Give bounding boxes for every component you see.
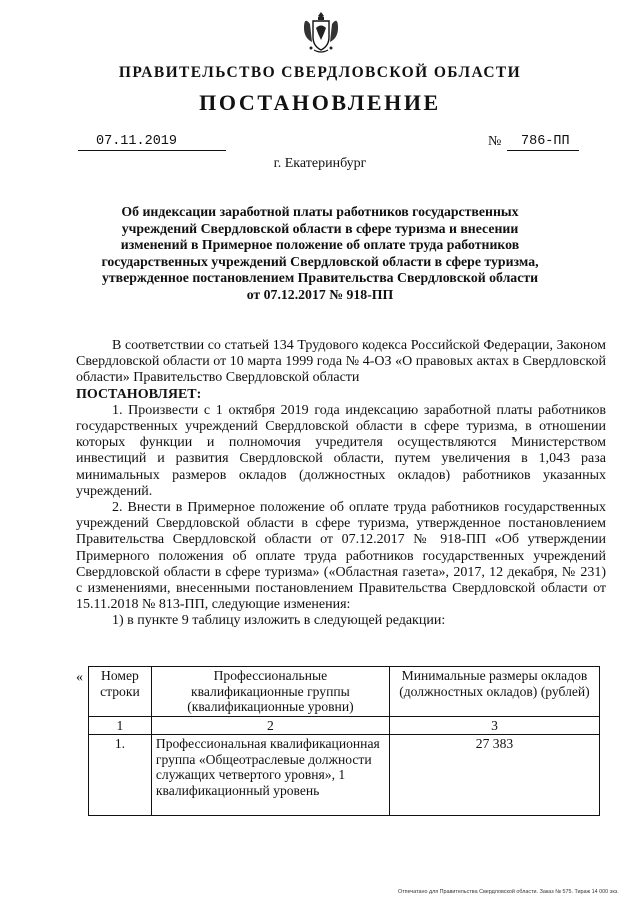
column-number: 1 [89, 716, 152, 735]
document-type: ПОСТАНОВЛЕНИЕ [199, 90, 441, 115]
table-header-row [89, 667, 600, 717]
document-date: 07.11.2019 [78, 134, 226, 151]
coat-of-arms-icon [302, 8, 340, 56]
salary-table [88, 666, 600, 816]
document-body [76, 338, 606, 630]
table-row [89, 735, 600, 816]
header-qualification-groups: Профессиональные квалификационные группы (квалификационные уровни) [151, 667, 389, 717]
header-min-salary: Минимальные размеры окладов (должностных окладов) (рублей) [389, 667, 599, 717]
document-title: Об индексации заработной платы работников государственных учреждений Свердловской области в сфере туризма и внесении изменений в Примерное положение об оплате труда работников государственных учреждений Свердловской области в сфере туризма, утвержденное постановлением Правительства Свердловской области от 07.12.2017 № 918-ПП [101, 204, 539, 302]
number-sign: № [488, 134, 502, 149]
government-title: ПРАВИТЕЛЬСТВО СВЕРДЛОВСКОЙ ОБЛАСТИ [118, 64, 522, 81]
header-row-number: Номер строки [89, 667, 152, 717]
print-footer: Отпечатано для Правительства Свердловской области. Заказ № 575. Тираж 14 000 экз. [398, 889, 619, 895]
column-number: 2 [151, 716, 389, 735]
document-number: 786-ПП [507, 134, 579, 151]
city: г. Екатеринбург [273, 156, 367, 171]
opening-quote: « [76, 670, 83, 685]
item-2: 2. Внести в Примерное положение об оплате труда работников государственных учреждений Свердловской области в сфере туризма, утвержденное постановлением Правительства Свердловской области от 07.12.2017 № 918-ПП «Об утверждении Примерного положения об оплате труда работников государственных учреждений Свердловской области в сфере туризма» («Областная газета», 2017, 12 декабря, № 231) с изменениями, внесенными постановлением Правительства Свердловской области от 15.11.2018 № 813-ПП, следующие изменения: [76, 500, 606, 613]
item-2-1: 1) в пункте 9 таблицу изложить в следующей редакции: [112, 613, 446, 629]
column-number-row [89, 716, 600, 735]
column-number: 3 [389, 716, 599, 735]
preamble: В соответствии со статьей 134 Трудового кодекса Российской Федерации, Законом Свердловской области от 10 марта 1999 года № 4-ОЗ «О правовых актах в Свердловской области» Правительство Свердловской области [76, 338, 606, 386]
cell-qualification-group: Профессиональная квалификационная группа «Общеотраслевые должности служащих четвертого уровня», 1 квалификационный уровень [151, 735, 389, 816]
item-1: 1. Произвести с 1 октября 2019 года индексацию заработной платы работников государственных учреждений Свердловской области в сфере туризма, в отношении которых функции и полномочия учредителя осуществляются Министерством инвестиций и развития Свердловской области, путем увеличения в 1,043 раза минимальных размеров окладов (должностных окладов) работников указанных учреждений. [76, 402, 606, 499]
cell-row-number: 1. [89, 735, 152, 816]
cell-min-salary: 27 383 [389, 735, 599, 816]
resolves-heading: ПОСТАНОВЛЯЕТ: [76, 386, 202, 402]
